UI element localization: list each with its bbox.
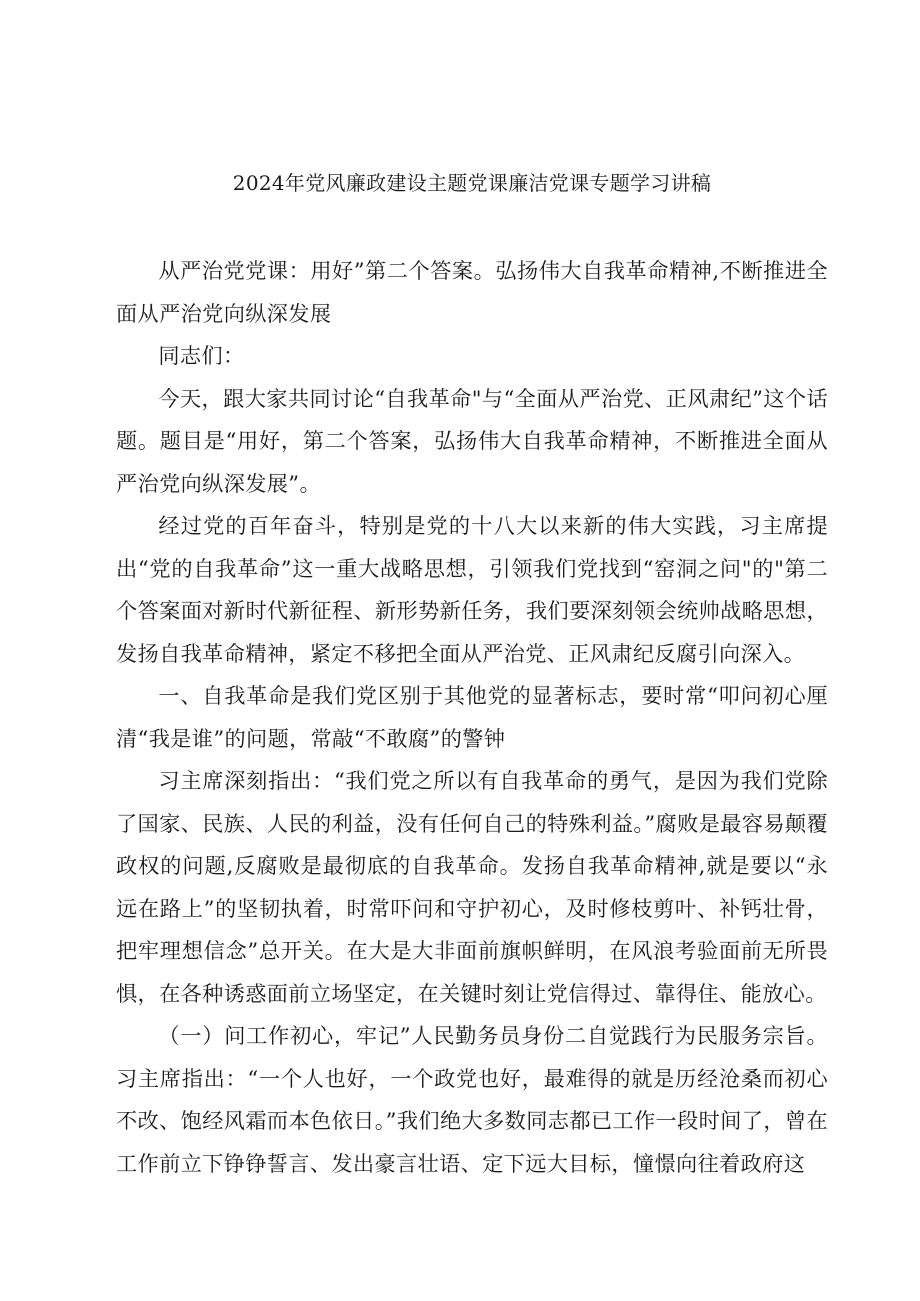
body-paragraph: 经过党的百年奋斗，特别是党的十八大以来新的伟大实践，习主席提出“党的自我革命”这一重大战略思想，引领我们党找到“窑洞之问"的"第二个答案面对新时代新征程、新形势新任务，我们要深刻领会统帅战略思想，发扬自我革命精神，紧定不移把全面从严治党、正风肃纪反腐引向深入。 xyxy=(116,513,828,666)
subsection-paragraph: （一）问工作初心，牢记”人民勤务员身份二自觉践行为民服务宗旨。习主席指出：“一个人也好，一个政党也好，最难得的就是历经沧桑而初心不改、饱经风霜而本色依日。”我们绝大多数同志都已工作一段时间了，曾在工作前立下铮铮誓言、发出豪言壮语、定下远大目标，憧憬向往着政府这 xyxy=(116,1023,828,1176)
body-paragraph: 今天，跟大家共同讨论“自我革命"与“全面从严治党、正风肃纪”这个话题。题目是“用好，第二个答案，弘扬伟大自我革命精神，不断推进全面从严治党向纵深发展”。 xyxy=(116,385,828,496)
document-title: 2024年党风廉政建设主题党课廉洁党课专题学习讲稿 xyxy=(232,171,712,195)
subtitle-paragraph: 从严治党党课：用好”第二个答案。弘扬伟大自我革命精神,不断推进全面从严治党向纵深发展 xyxy=(116,258,828,326)
section-heading: 一、自我革命是我们党区别于其他党的显著标志，要时常“叩问初心厘清“我是谁”的问题，常敲“不敢腐”的警钟 xyxy=(116,683,828,751)
body-paragraph: 习主席深刻指出：“我们党之所以有自我革命的勇气，是因为我们党除了国家、民族、人民的利益，没有任何自己的特殊利益。”腐败是最容易颠覆政权的问题,反腐败是最彻底的自我革命。发扬自我革命精神,就是要以“永远在路上”的坚韧执着，时常吓问和守护初心，及时修枝剪叶、补钙壮骨，把牢理想信念”总开关。在大是大非面前旗帜鲜明，在风浪考验面前无所畏惧，在各种诱惑面前立场坚定，在关键时刻让党信得过、靠得住、能放心。 xyxy=(116,768,828,1006)
document-body xyxy=(116,250,828,1185)
salutation-paragraph: 同志们： xyxy=(158,343,245,368)
